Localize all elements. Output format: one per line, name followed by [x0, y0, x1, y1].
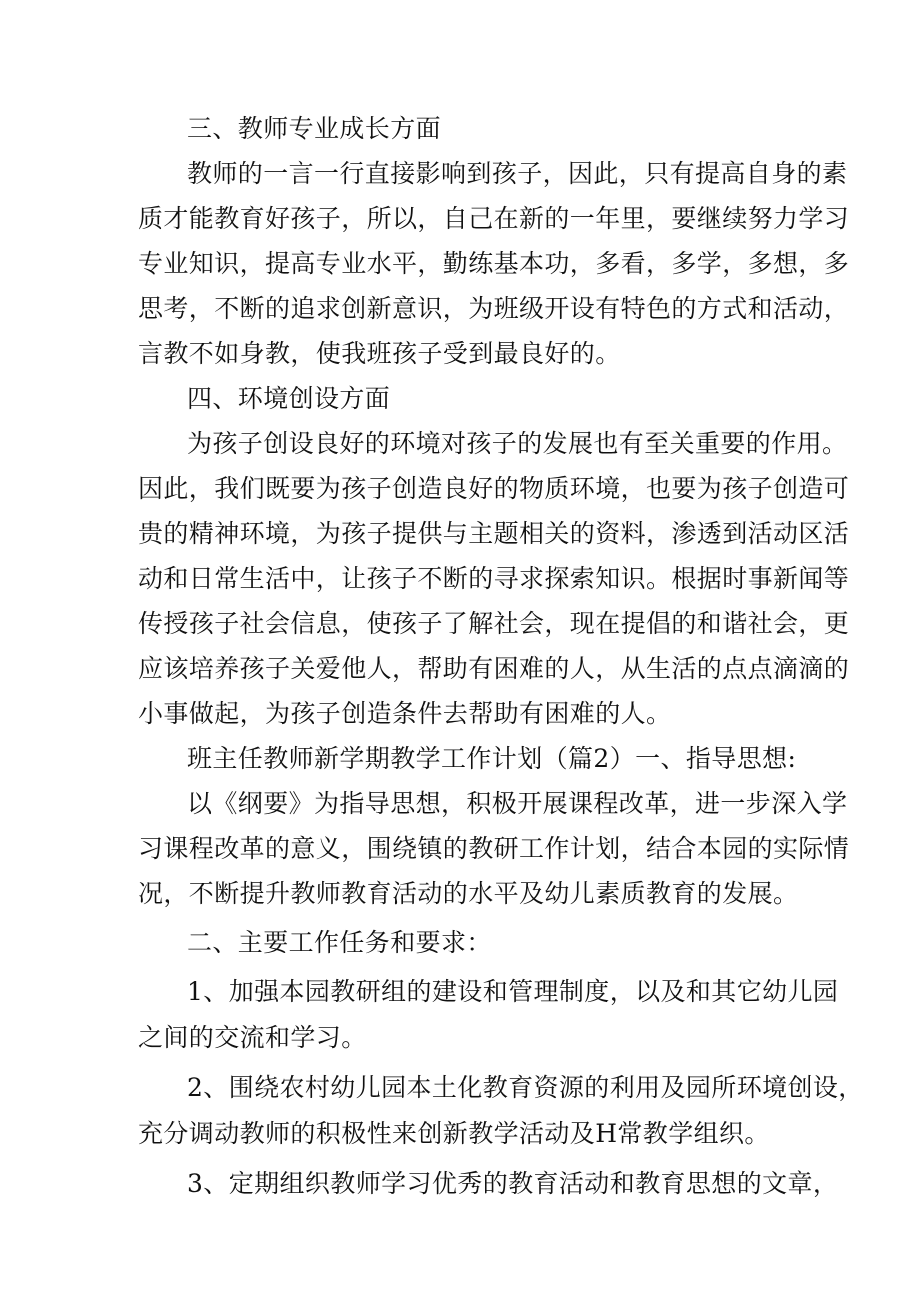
- paragraph-line: 动和日常生活中，让孩子不断的寻求探索知识。根据时事新闻等: [138, 564, 850, 593]
- list-item-line: 3、定期组织教师学习优秀的教育活动和教育思想的文章，: [187, 1169, 839, 1198]
- paragraph-line: 传授孩子社会信息，使孩子了解社会，现在提倡的和谐社会，更: [138, 609, 850, 638]
- paragraph-line: 言教不如身教，使我班孩子受到最良好的。: [138, 339, 621, 368]
- list-item-line: 充分调动教师的积极性来创新教学活动及H常教学组织。: [138, 1119, 770, 1148]
- paragraph-line: 专业知识，提高专业水平，勤练基本功，多看，多学，多想，多: [138, 249, 850, 278]
- paragraph-line: 因此，我们既要为孩子创造良好的物质环境，也要为孩子创造可: [138, 474, 850, 503]
- section-heading-environment: 四、环境创设方面: [187, 384, 391, 413]
- paragraph-line: 小事做起，为孩子创造条件去帮助有困难的人。: [138, 699, 672, 728]
- paragraph-line: 为孩子创设良好的环境对孩子的发展也有至关重要的作用。: [187, 429, 848, 458]
- plan-title-line: 班主任教师新学期教学工作计划（篇2）一、指导思想:: [187, 744, 797, 773]
- paragraph-line: 教师的一言一行直接影响到孩子，因此，只有提高自身的素: [187, 159, 848, 188]
- paragraph-line: 思考，不断的追求创新意识，为班级开设有特色的方式和活动，: [138, 294, 850, 323]
- list-item-line: 之间的交流和学习。: [138, 1023, 367, 1052]
- paragraph-line: 以《纲要》为指导思想，积极开展课程改革，进一步深入学: [187, 789, 848, 818]
- paragraph-line: 况，不断提升教师教育活动的水平及幼儿素质教育的发展。: [138, 879, 799, 908]
- list-item-line: 2、围绕农村幼儿园本土化教育资源的利用及园所环境创设，: [187, 1073, 864, 1102]
- paragraph-line: 质才能教育好孩子，所以，自己在新的一年里，要继续努力学习: [138, 204, 850, 233]
- paragraph-line: 贵的精神环境，为孩子提供与主题相关的资料，渗透到活动区活: [138, 519, 850, 548]
- section-heading-tasks: 二、主要工作任务和要求：: [187, 928, 492, 957]
- paragraph-line: 习课程改革的意义，围绕镇的教研工作计划，结合本园的实际情: [138, 834, 850, 863]
- list-item-line: 1、加强本园教研组的建设和管理制度，以及和其它幼儿园: [187, 977, 839, 1006]
- section-heading-teacher-growth: 三、教师专业成长方面: [187, 114, 442, 143]
- paragraph-line: 应该培养孩子关爱他人，帮助有困难的人，从生活的点点滴滴的: [138, 654, 850, 683]
